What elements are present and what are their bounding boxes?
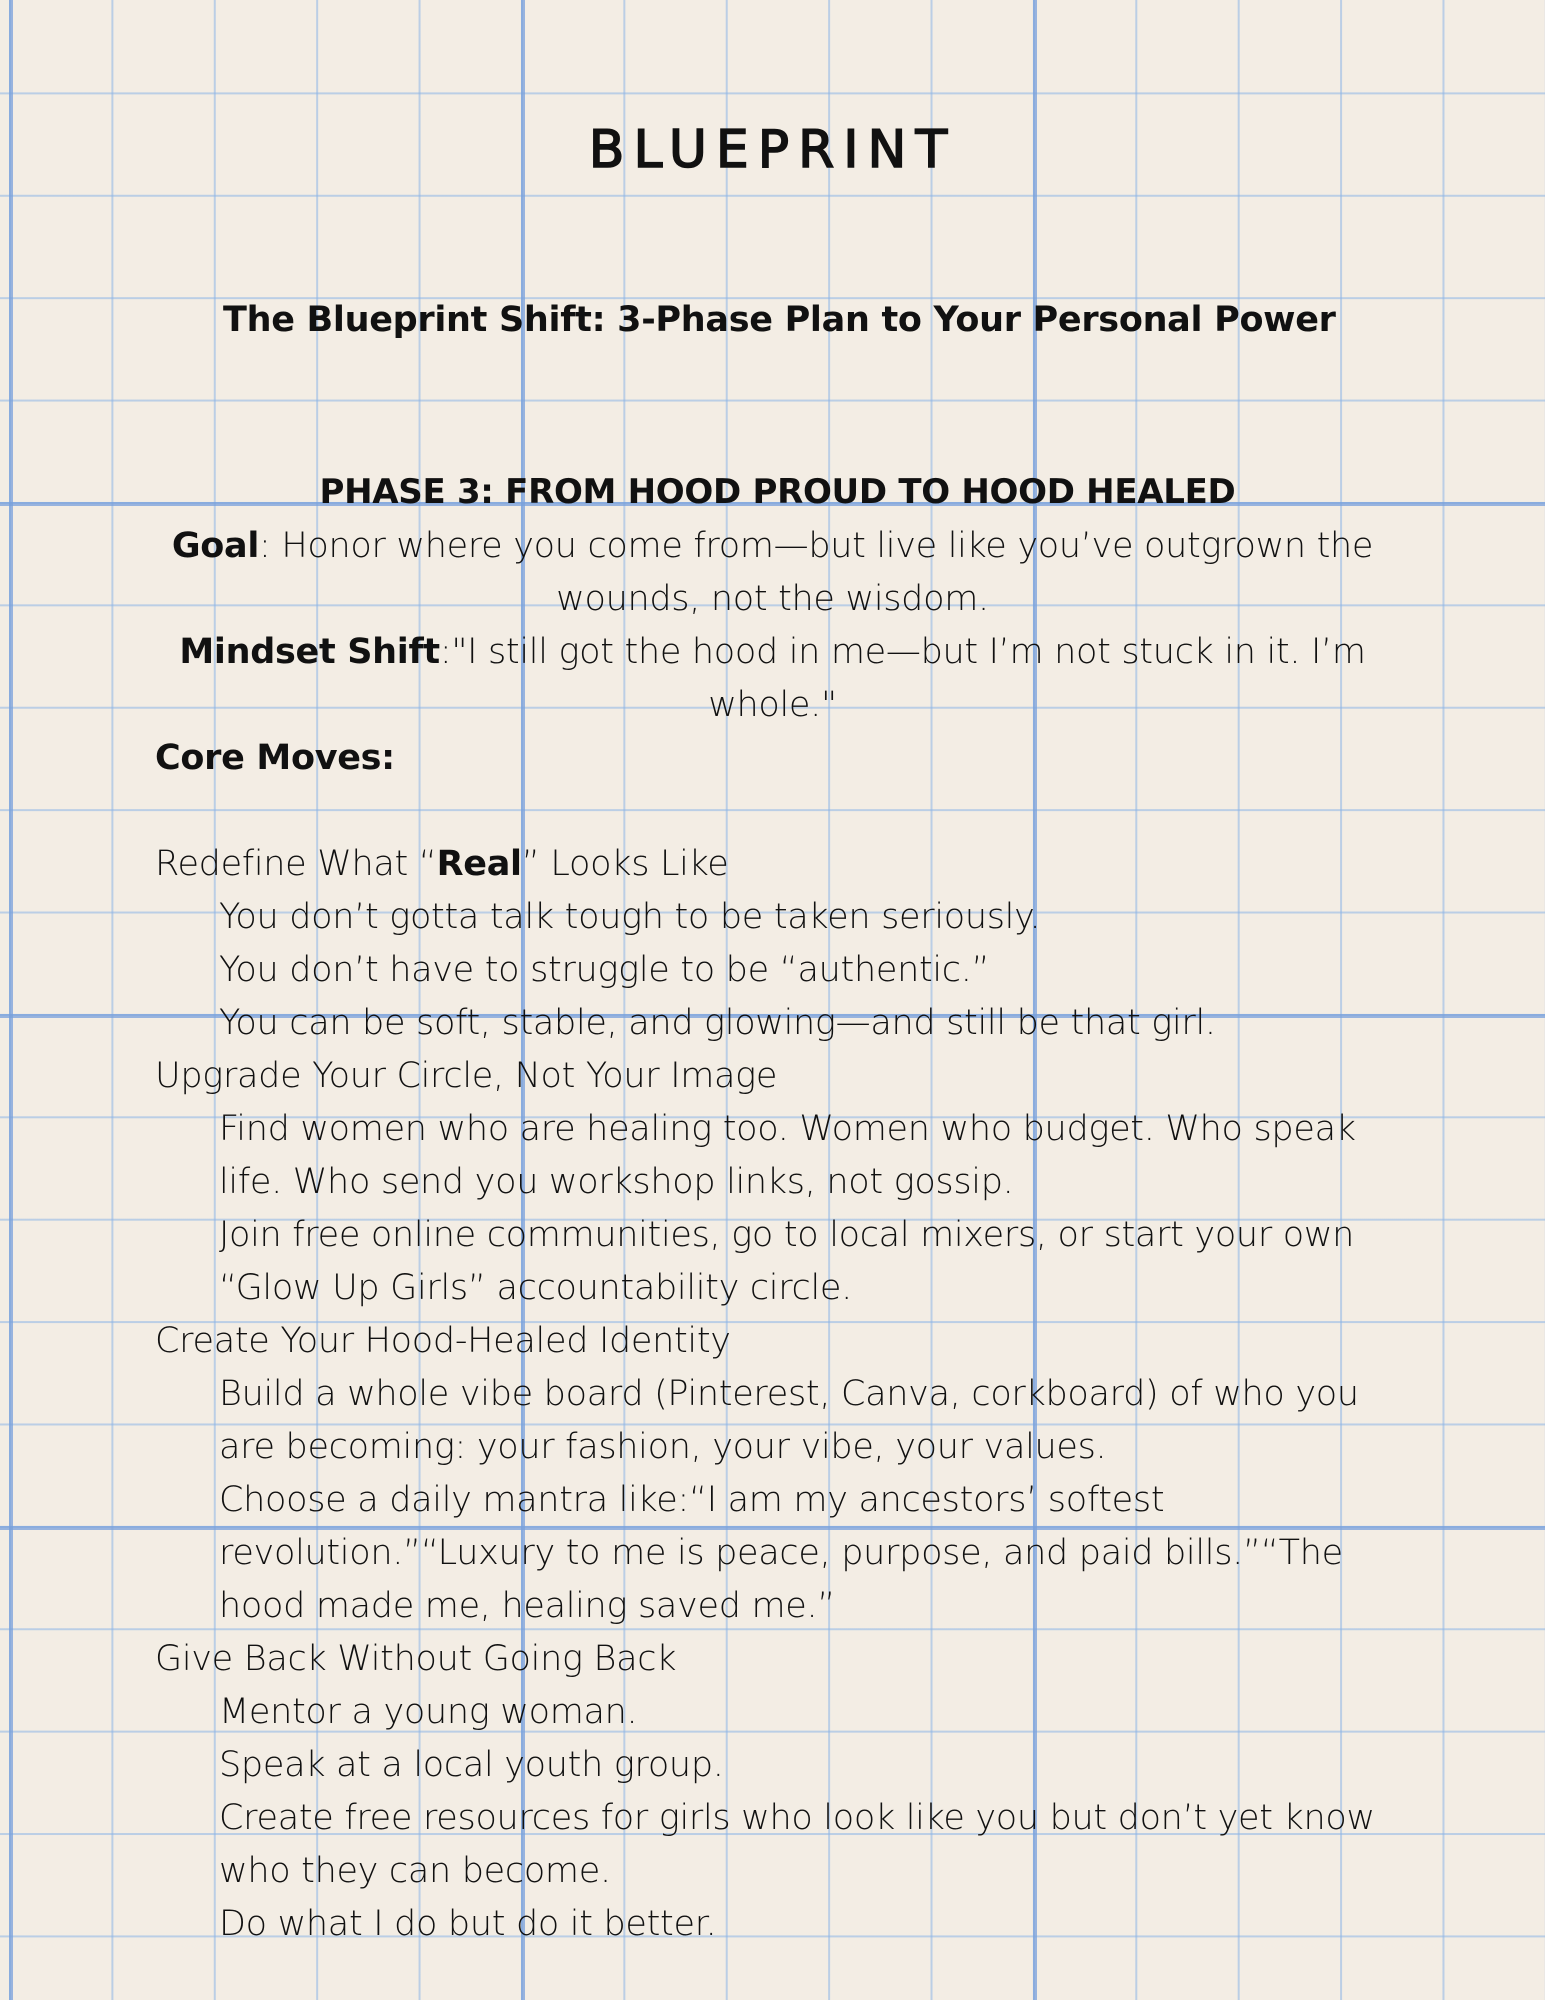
- move-heading: Give Back Without Going Back: [155, 1639, 677, 1679]
- move-item: Build a whole vibe board (Pinterest, Canva, corkboard) of who you are becoming: your fashion, your vibe, your values.: [219, 1374, 1359, 1467]
- document-title: The Blueprint Shift: 3-Phase Plan to Your Personal Power: [223, 300, 1336, 340]
- move-heading: [155, 838, 1395, 891]
- core-moves-list: [155, 838, 1395, 1951]
- move-heading-text: ” Looks Like: [521, 844, 729, 884]
- move-heading-emphasis: Real: [436, 844, 522, 884]
- move-item: Choose a daily mantra like:“I am my ancestors’ softest revolution.”“Luxury to me is peace, purpose, and paid bills.”“The hood made me, healing saved me.”: [219, 1480, 1343, 1626]
- move-item: Create free resources for girls who look like you but don’t yet know who they can become.: [219, 1798, 1375, 1891]
- mindset-label: Mindset Shift: [179, 632, 440, 672]
- move-item: Find women who are healing too. Women who budget. Who speak life. Who send you workshop links, not gossip.: [219, 1109, 1356, 1202]
- mindset-statement: [160, 626, 1385, 732]
- move-item: You don’t gotta talk tough to be taken seriously.: [219, 897, 1041, 937]
- move-item: Mentor a young woman.: [219, 1692, 638, 1732]
- move-item: You can be soft, stable, and glowing—and still be that girl.: [219, 1003, 1216, 1043]
- mindset-text: :"I still got the hood in me—but I’m not stuck in it. I’m whole.": [439, 632, 1366, 725]
- move-heading: Upgrade Your Circle, Not Your Image: [155, 1056, 778, 1096]
- phase-heading: PHASE 3: FROM HOOD PROUD TO HOOD HEALED: [319, 472, 1236, 512]
- move-item: You don’t have to struggle to be “authentic.”: [219, 950, 990, 990]
- brand-logo-text: BLUEPRINT: [588, 120, 957, 180]
- move-item: Speak at a local youth group.: [219, 1745, 724, 1785]
- core-moves-label: Core Moves:: [155, 738, 395, 778]
- goal-statement: [160, 520, 1385, 626]
- move-heading: Create Your Hood-Healed Identity: [155, 1321, 731, 1361]
- move-item: Do what I do but do it better.: [219, 1904, 717, 1944]
- goal-text: : Honor where you come from—but live like you’ve outgrown the wounds, not the wisdom.: [259, 526, 1374, 619]
- move-item: Join free online communities, go to local mixers, or start your own “Glow Up Girls” accountability circle.: [219, 1215, 1355, 1308]
- move-heading-text: Redefine What “: [155, 844, 437, 884]
- goal-label: Goal: [171, 526, 260, 566]
